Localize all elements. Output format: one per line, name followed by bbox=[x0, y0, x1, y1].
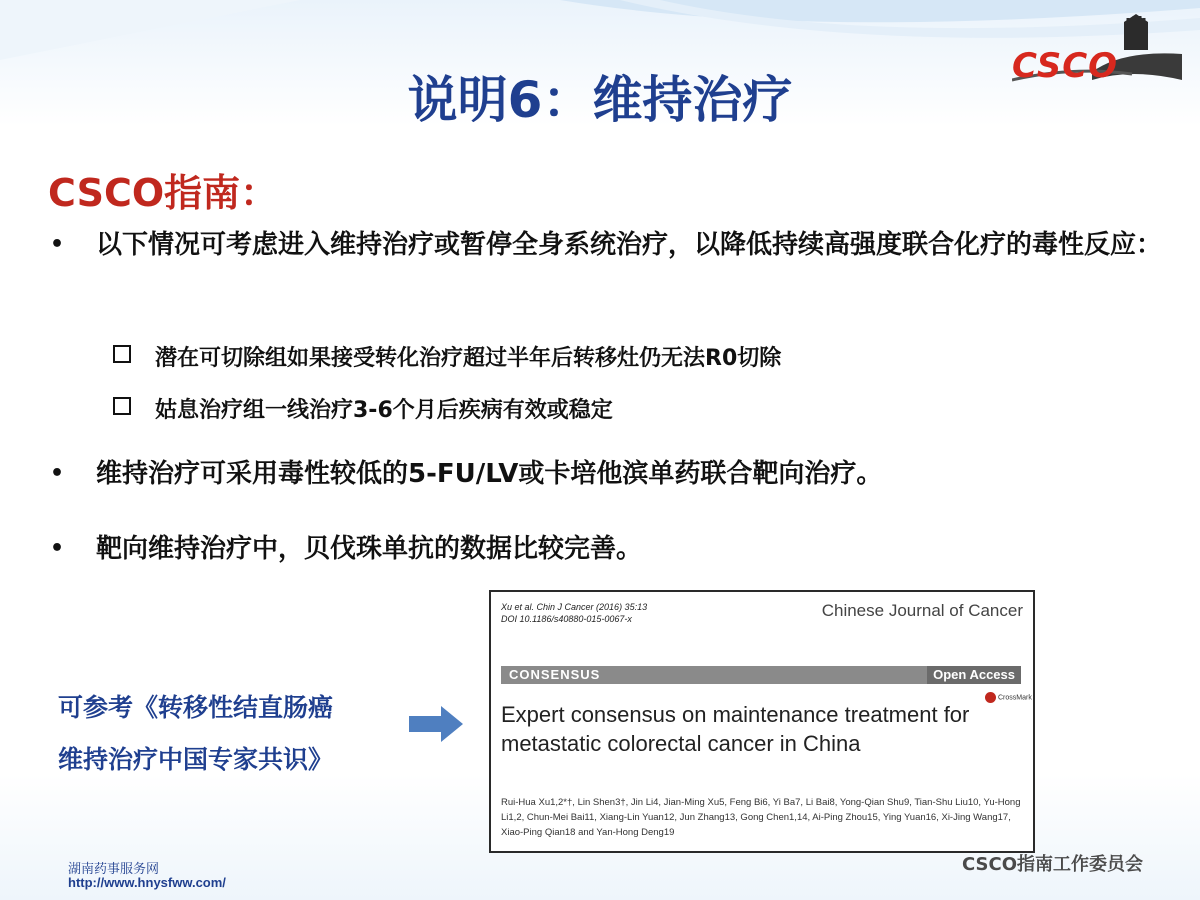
bullet-dot: • bbox=[50, 536, 65, 561]
sub-item-text: 潜在可切除组如果接受转化治疗超过半年后转移灶仍无法R0切除 bbox=[155, 346, 782, 371]
paper-section-label: CONSENSUS bbox=[509, 667, 601, 682]
paper-authors: Rui-Hua Xu1,2*†, Lin Shen3†, Jin Li4, Jian-Ming Xu5, Feng Bi6, Yi Ba7, Li Bai8, Yong-Qian Shu9, Tian-Shu Liu10, Yu-Hong Li1,2, Chun-Mei Bai11, Xiang-Lin Yuan12, Jun Zhang13, Gong Chen1,14, Ai-Ping Zhou15, Ying Yuan16, Xi-Jing Wang17, Xiao-Ping Qian18 and Yan-Hong Deng19 bbox=[501, 797, 1021, 838]
crossmark-label: CrossMark bbox=[998, 694, 1032, 702]
paper-title: Expert consensus on maintenance treatment for metastatic colorectal cancer in China bbox=[501, 702, 970, 756]
bullet-text: 维持治疗可采用毒性较低的5-FU/LV或卡培他滨单药联合靶向治疗。 bbox=[96, 459, 883, 489]
footer-site-name: 湖南药事服务网 bbox=[68, 861, 160, 876]
bullet-dot: • bbox=[50, 232, 65, 257]
sub-item-text: 姑息治疗组一线治疗3-6个月后疾病有效或稳定 bbox=[155, 398, 613, 423]
paper-header bbox=[501, 601, 647, 625]
footer-site-url[interactable]: http://www.hnysfww.com/ bbox=[68, 875, 226, 890]
bullet-dot: • bbox=[50, 461, 65, 486]
slide-title: 说明6：维持治疗 bbox=[407, 71, 793, 129]
section-subtitle: CSCO指南： bbox=[48, 171, 279, 215]
square-bullet-icon bbox=[113, 345, 131, 363]
square-bullet-icon bbox=[113, 397, 131, 415]
paper-doi: DOI 10.1186/s40880-015-0067-x bbox=[501, 614, 632, 624]
paper-screenshot bbox=[489, 590, 1035, 853]
reference-line-1: 可参考《转移性结直肠癌 bbox=[58, 693, 334, 722]
paper-section-bar bbox=[501, 666, 1021, 684]
paper-journal: Chinese Journal of Cancer bbox=[821, 601, 1023, 620]
paper-citation: Xu et al. Chin J Cancer (2016) 35:13 bbox=[501, 602, 648, 612]
open-access-badge: Open Access bbox=[927, 666, 1021, 684]
crossmark-badge bbox=[985, 692, 1032, 703]
right-arrow-icon bbox=[409, 706, 463, 742]
reference-line-2: 维持治疗中国专家共识》 bbox=[58, 745, 334, 774]
bullet-text: 以下情况可考虑进入维持治疗或暂停全身系统治疗，以降低持续高强度联合化疗的毒性反应： bbox=[96, 230, 1163, 260]
crossmark-icon bbox=[985, 692, 996, 703]
logo-text: CSCO bbox=[1012, 46, 1119, 86]
bullet-text: 靶向维持治疗中，贝伐珠单抗的数据比较完善。 bbox=[96, 534, 643, 564]
footer-committee: CSCO指南工作委员会 bbox=[962, 854, 1144, 875]
